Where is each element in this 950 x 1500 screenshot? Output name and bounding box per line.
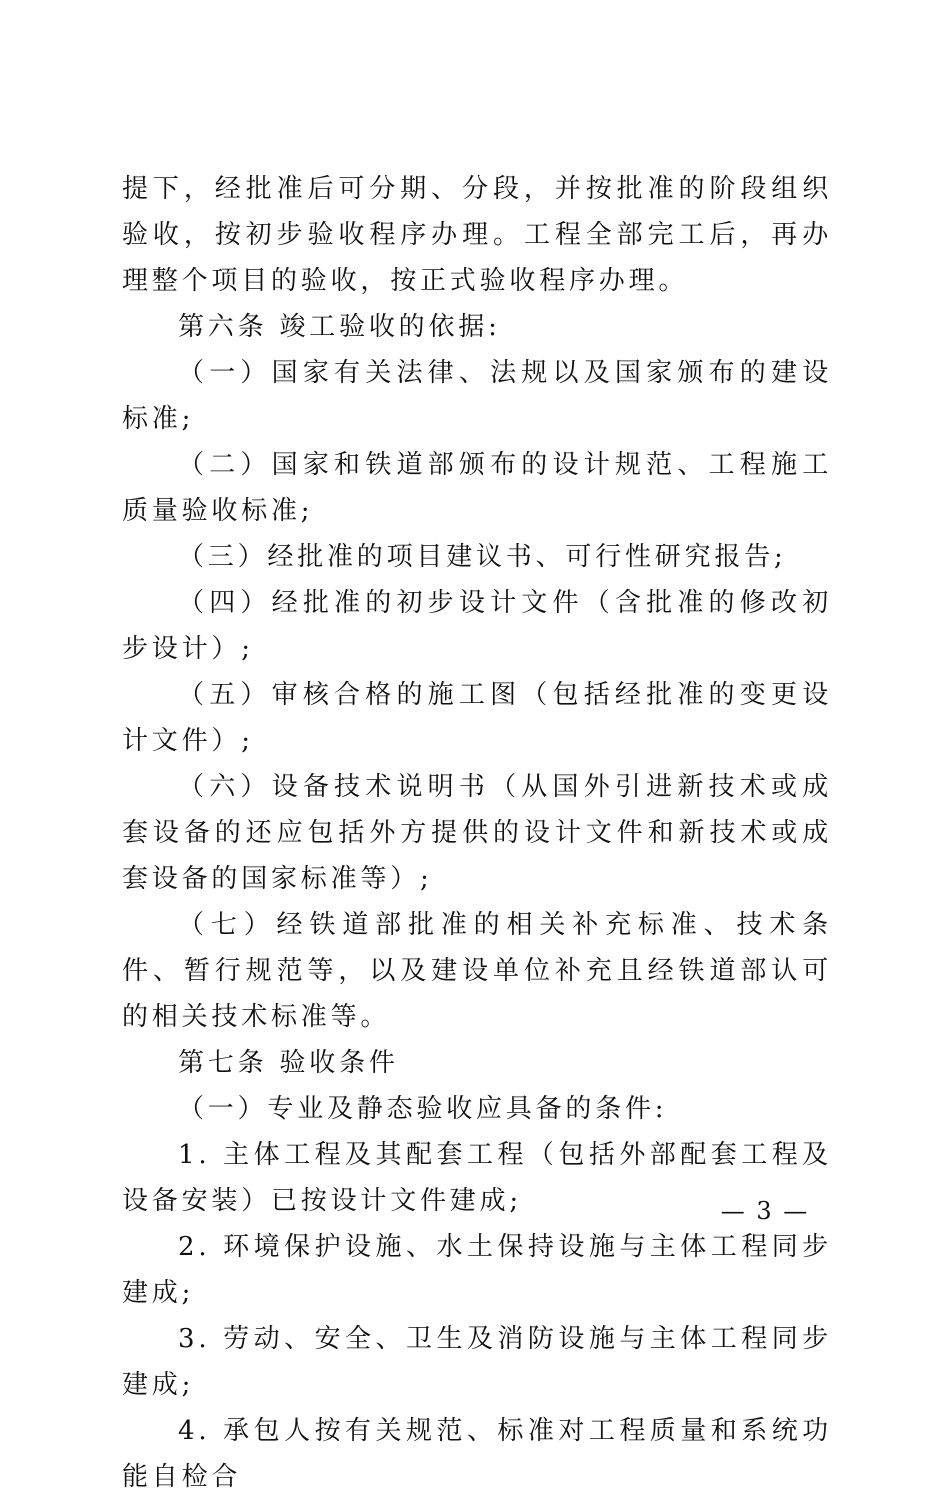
paragraph: 4. 承包人按有关规范、标准对工程质量和系统功能自检合 (122, 1416, 832, 1492)
paragraph: 第六条 竣工验收的依据: (178, 312, 501, 342)
paragraph: （一）专业及静态验收应具备的条件: (178, 1094, 668, 1124)
paragraph: （三）经批准的项目建议书、可行性研究报告; (178, 542, 787, 572)
paragraph: （二）国家和铁道部颁布的设计规范、工程施工质量验收标准; (122, 450, 832, 526)
paragraph: 1. 主体工程及其配套工程（包括外部配套工程及设备安装）已按设计文件建成; (122, 1140, 832, 1216)
paragraph: 3. 劳动、安全、卫生及消防设施与主体工程同步建成; (122, 1324, 832, 1400)
paragraph: （五）审核合格的施工图（包括经批准的变更设计文件）; (122, 680, 832, 756)
paragraph: （六）设备技术说明书（从国外引进新技术或成套设备的还应包括外方提供的设计文件和新技术或成套设备的国家标准等）; (122, 772, 832, 894)
paragraph: 2. 环境保护设施、水土保持设施与主体工程同步建成; (122, 1232, 832, 1308)
paragraph: 第七条 验收条件 (178, 1048, 399, 1078)
paragraph: 提下，经批准后可分期、分段，并按批准的阶段组织验收，按初步验收程序办理。工程全部完工后，再办理整个项目的验收，按正式验收程序办理。 (122, 174, 832, 296)
paragraph: （一）国家有关法律、法规以及国家颁布的建设标准; (122, 358, 832, 434)
paragraph: （四）经批准的初步设计文件（含批准的修改初步设计）; (122, 588, 832, 664)
body-text (122, 166, 832, 1500)
paragraph: （七）经铁道部批准的相关补充标准、技术条件、暂行规范等，以及建设单位补充且经铁道部认可的相关技术标准等。 (122, 910, 832, 1032)
page-number: — 3 — (720, 1197, 810, 1225)
